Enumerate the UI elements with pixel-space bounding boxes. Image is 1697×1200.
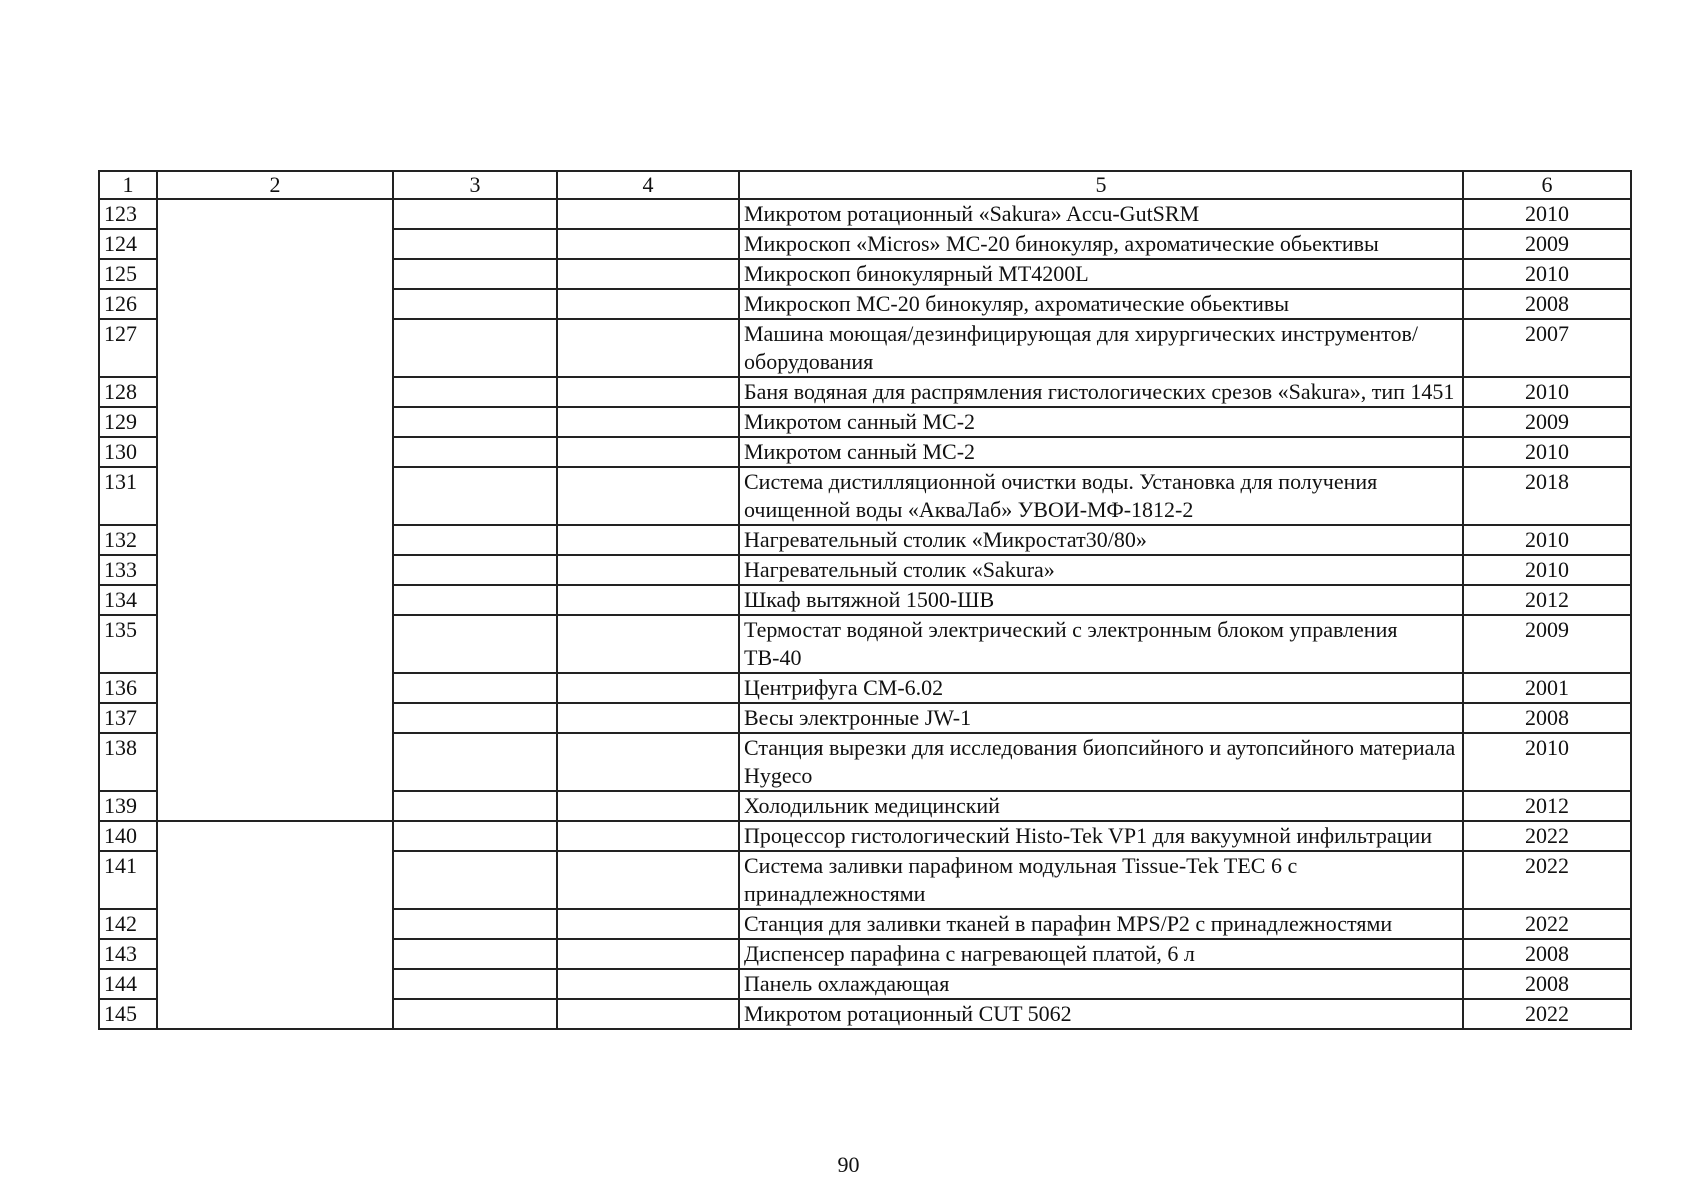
header-col-3: 3	[393, 171, 557, 199]
equipment-year: 2010	[1463, 259, 1631, 289]
equipment-description: Микроскоп МС-20 бинокуляр, ахроматические обьективы	[739, 289, 1463, 319]
equipment-year: 2010	[1463, 525, 1631, 555]
equipment-description: Процессор гистологический Histo-Tek VP1 для вакуумной инфильтрации	[739, 821, 1463, 851]
col-4-cell	[557, 229, 739, 259]
col-3-cell	[393, 525, 557, 555]
col-4-cell	[557, 939, 739, 969]
row-number: 125	[99, 259, 157, 289]
col-3-cell	[393, 999, 557, 1029]
col-3-cell	[393, 791, 557, 821]
row-number: 133	[99, 555, 157, 585]
row-number: 140	[99, 821, 157, 851]
col-3-cell	[393, 437, 557, 467]
col-4-cell	[557, 259, 739, 289]
equipment-year: 2008	[1463, 939, 1631, 969]
equipment-description: Холодильник медицинский	[739, 791, 1463, 821]
equipment-description: Весы электронные JW-1	[739, 703, 1463, 733]
equipment-year: 2010	[1463, 733, 1631, 791]
row-number: 136	[99, 673, 157, 703]
col-4-cell	[557, 969, 739, 999]
equipment-description: Микротом ротационный CUT 5062	[739, 999, 1463, 1029]
row-number: 137	[99, 703, 157, 733]
equipment-year: 2008	[1463, 969, 1631, 999]
header-col-6: 6	[1463, 171, 1631, 199]
col-3-cell	[393, 407, 557, 437]
col-3-cell	[393, 259, 557, 289]
header-col-4: 4	[557, 171, 739, 199]
col-4-cell	[557, 821, 739, 851]
equipment-description: Панель охлаждающая	[739, 969, 1463, 999]
equipment-year: 2010	[1463, 199, 1631, 229]
col-3-cell	[393, 615, 557, 673]
col-4-cell	[557, 673, 739, 703]
equipment-year: 2007	[1463, 319, 1631, 377]
equipment-description: Микроскоп «Micros» МС-20 бинокуляр, ахроматические обьективы	[739, 229, 1463, 259]
col-3-cell	[393, 703, 557, 733]
col-3-cell	[393, 585, 557, 615]
merged-col-2-cell	[157, 199, 393, 821]
row-number: 134	[99, 585, 157, 615]
equipment-description: Нагревательный столик «Микростат30/80»	[739, 525, 1463, 555]
col-4-cell	[557, 733, 739, 791]
row-number: 132	[99, 525, 157, 555]
equipment-description: Центрифуга СМ-6.02	[739, 673, 1463, 703]
col-4-cell	[557, 791, 739, 821]
table-row	[99, 821, 1631, 851]
page-number: 90	[837, 1152, 860, 1177]
col-3-cell	[393, 673, 557, 703]
col-4-cell	[557, 851, 739, 909]
col-3-cell	[393, 289, 557, 319]
col-4-cell	[557, 437, 739, 467]
col-3-cell	[393, 909, 557, 939]
col-4-cell	[557, 909, 739, 939]
row-number: 139	[99, 791, 157, 821]
row-number: 142	[99, 909, 157, 939]
equipment-year: 2022	[1463, 821, 1631, 851]
col-3-cell	[393, 851, 557, 909]
col-3-cell	[393, 199, 557, 229]
row-number: 130	[99, 437, 157, 467]
row-number: 144	[99, 969, 157, 999]
row-number: 126	[99, 289, 157, 319]
col-3-cell	[393, 467, 557, 525]
col-3-cell	[393, 319, 557, 377]
merged-col-2-cell	[157, 821, 393, 1029]
equipment-year: 2010	[1463, 437, 1631, 467]
equipment-year: 2012	[1463, 791, 1631, 821]
equipment-description: Машина моющая/дезинфицирующая для хирургических инструментов/оборудования	[739, 319, 1463, 377]
row-number: 131	[99, 467, 157, 525]
equipment-description: Микротом ротационный «Sakura» Accu-GutSRM	[739, 199, 1463, 229]
col-3-cell	[393, 939, 557, 969]
col-3-cell	[393, 969, 557, 999]
equipment-description: Нагревательный столик «Sakura»	[739, 555, 1463, 585]
header-col-5: 5	[739, 171, 1463, 199]
header-col-1: 1	[99, 171, 157, 199]
row-number: 128	[99, 377, 157, 407]
equipment-year: 2009	[1463, 615, 1631, 673]
equipment-year: 2009	[1463, 229, 1631, 259]
col-3-cell	[393, 377, 557, 407]
equipment-year: 2010	[1463, 555, 1631, 585]
equipment-year: 2009	[1463, 407, 1631, 437]
row-number: 127	[99, 319, 157, 377]
col-4-cell	[557, 407, 739, 437]
equipment-year: 2022	[1463, 909, 1631, 939]
col-4-cell	[557, 467, 739, 525]
row-number: 124	[99, 229, 157, 259]
equipment-table	[98, 170, 1632, 1030]
equipment-description: Баня водяная для распрямления гистологических срезов «Sakura», тип 1451	[739, 377, 1463, 407]
col-3-cell	[393, 555, 557, 585]
row-number: 141	[99, 851, 157, 909]
row-number: 138	[99, 733, 157, 791]
equipment-description: Микротом санный МС-2	[739, 437, 1463, 467]
table-body	[99, 199, 1631, 1029]
equipment-year: 2018	[1463, 467, 1631, 525]
table-row	[99, 199, 1631, 229]
row-number: 135	[99, 615, 157, 673]
col-3-cell	[393, 229, 557, 259]
col-4-cell	[557, 199, 739, 229]
equipment-description: Термостат водяной электрический с электронным блоком управления ТВ-40	[739, 615, 1463, 673]
header-row	[99, 171, 1631, 199]
col-4-cell	[557, 319, 739, 377]
row-number: 145	[99, 999, 157, 1029]
col-4-cell	[557, 615, 739, 673]
col-3-cell	[393, 821, 557, 851]
row-number: 123	[99, 199, 157, 229]
col-4-cell	[557, 525, 739, 555]
col-4-cell	[557, 377, 739, 407]
equipment-year: 2001	[1463, 673, 1631, 703]
equipment-description: Система заливки парафином модульная Tissue-Tek TEC 6 с принадлежностями	[739, 851, 1463, 909]
equipment-year: 2010	[1463, 377, 1631, 407]
equipment-year: 2008	[1463, 289, 1631, 319]
equipment-description: Станция для заливки тканей в парафин MPS/P2 с принадлежностями	[739, 909, 1463, 939]
col-4-cell	[557, 289, 739, 319]
equipment-description: Станция вырезки для исследования биопсийного и аутопсийного материала Hygeco	[739, 733, 1463, 791]
row-number: 129	[99, 407, 157, 437]
col-3-cell	[393, 733, 557, 791]
equipment-description: Система дистилляционной очистки воды. Установка для получения очищенной воды «АкваЛаб» УВОИ-МФ-1812-2	[739, 467, 1463, 525]
row-number: 143	[99, 939, 157, 969]
equipment-description: Микротом санный МС-2	[739, 407, 1463, 437]
header-col-2: 2	[157, 171, 393, 199]
equipment-description: Шкаф вытяжной 1500-ШВ	[739, 585, 1463, 615]
equipment-year: 2022	[1463, 999, 1631, 1029]
col-4-cell	[557, 585, 739, 615]
equipment-year: 2022	[1463, 851, 1631, 909]
col-4-cell	[557, 703, 739, 733]
equipment-year: 2012	[1463, 585, 1631, 615]
col-4-cell	[557, 999, 739, 1029]
equipment-description: Микроскоп бинокулярный МТ4200L	[739, 259, 1463, 289]
equipment-year: 2008	[1463, 703, 1631, 733]
equipment-description: Диспенсер парафина с нагревающей платой, 6 л	[739, 939, 1463, 969]
col-4-cell	[557, 555, 739, 585]
